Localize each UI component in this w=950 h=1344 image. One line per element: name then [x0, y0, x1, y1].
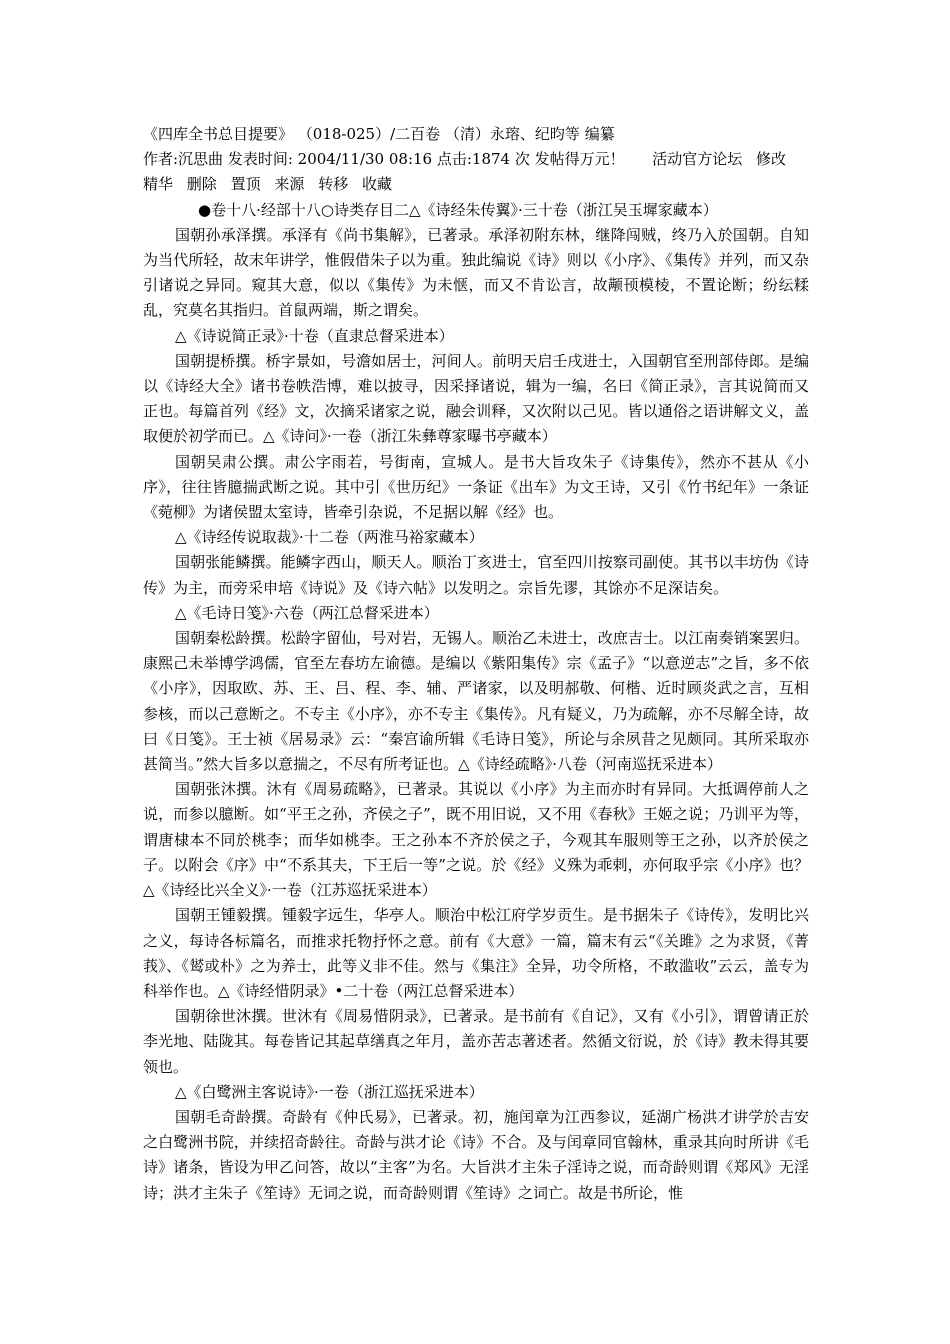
document-page [143, 122, 809, 1206]
entry-paragraph: 国朝吴肃公撰。肃公字雨若，号街南，宣城人。是书大旨攻朱子《诗集传》，然亦不甚从《小序》，往往皆臆揣武断之说。其中引《世历纪》一条证《出车》为文王诗，又引《竹书纪年》一条证《菀柳》为诸侯盟太室诗，皆牵引杂说，不足据以解《经》也。 [143, 452, 809, 522]
post-toolbar [143, 172, 809, 197]
edit-link[interactable]: 修改 [756, 150, 787, 169]
entry-paragraph: 国朝提桥撰。桥字景如，号澹如居士，河间人。前明天启壬戌进士，入国朝官至刑部侍郎。是编以《诗经大全》诸书卷帙浩博，难以披寻，因采择诸说，辑为一编，名曰《简正录》，言其说简而又正也。每篇首列《经》文，次摘采诸家之说，融会训释，又次附以己见。皆以通俗之语讲解文义，盖取便於初学而已。△《诗问》·一卷（浙江朱彝尊家曝书亭藏本） [143, 351, 809, 446]
entry-paragraph: 国朝张沐撰。沐有《周易疏略》，已著录。其说以《小序》为主而亦时有异同。大抵调停前人之说，而参以臆断。如“平王之孙，齐侯之子”，既不用旧说，又不用《春秋》王姬之说；乃训平为等，谓唐棣本不同於桃李；而华如桃李。王之孙本不齐於侯之子，今观其车服则等王之孙，以齐於侯之子。以附会《序》中“不系其夫，下王后一等”之说。於《经》义殊为乖剌，亦何取乎宗《小序》也？△《诗经比兴全义》·一卷（江苏巡抚采进本） [143, 780, 809, 900]
document-title: 《四库全书总目提要》 （018-025）/二百卷 （清）永瑢、纪昀等 编纂 [143, 125, 615, 143]
entry-heading: △《诗经传说取裁》·十二卷（两淮马裕家藏本） [175, 528, 484, 547]
toolbar-featured-link[interactable]: 精华 [143, 175, 174, 194]
toolbar-delete-link[interactable]: 删除 [186, 175, 217, 194]
entry-heading: △《白鹭洲主客说诗》·一卷（浙江巡抚采进本） [175, 1082, 484, 1101]
official-forum-link[interactable]: 活动官方论坛 [652, 150, 743, 169]
toolbar-move-link[interactable]: 转移 [318, 175, 349, 194]
toolbar-pin-link[interactable]: 置顶 [230, 175, 261, 194]
toolbar-favorite-link[interactable]: 收藏 [361, 175, 392, 194]
toolbar-source-link[interactable]: 来源 [274, 175, 305, 194]
volume-heading: ●卷十八·经部十八○诗类存目二△《诗经朱传翼》·三十卷（浙江吴玉墀家藏本） [198, 200, 718, 219]
entry-paragraph: 国朝孙承泽撰。承泽有《尚书集解》，已著录。承泽初附东林，继降闯贼，终乃入於国朝。自知为当代所轻，故末年讲学，惟假借朱子以为重。独此编说《诗》则以《小序》、《集传》并列，而又杂引诸说之异同。窥其大意，似以《集传》为未惬，而又不肯讼言，故颟顸模棱，不置论断；纷纭糅乱，究莫名其指归。首鼠两端，斯之谓矣。 [143, 225, 809, 320]
entry-paragraph: 国朝王锺毅撰。锺毅字远生，华亭人。顺治中松江府学岁贡生。是书据朱子《诗传》，发明比兴之义，每诗各标篇名，而推求托物抒怀之意。前有《大意》一篇，篇末有云“《关雎》之为求贤，《菁莪》、《𬸚或朴》之为养士，此等义非不佳。然与《集注》全异，功令所格，不敢滥收”云云，盖专为科举作也。△《诗经惜阴录》•二十卷（两江总督采进本） [143, 906, 809, 1000]
post-meta [143, 147, 809, 172]
entry-paragraph: 国朝秦松龄撰。松龄字留仙，号对岩，无锡人。顺治乙未进士，改庶吉士。以江南奏销案罢归。康熙己未举博学鸿儒，官至左春坊左谕德。是编以《紫阳集传》宗《孟子》“以意逆志”之旨，多不依《小序》，因取欧、苏、王、吕、程、李、辅、严诸家，以及明郝敬、何楷、近时顾炎武之言，互相参核，而以己意断之。不专主《小序》，亦不专主《集传》。凡有疑义，乃为疏解，亦不尽解全诗，故曰《日笺》。王士祯《居易录》云：“秦宫谕所辑《毛诗日笺》，所论与余夙昔之见颇同。其所采取亦甚简当。”然大旨多以意揣之，不尽有所考证也。△《诗经疏略》·八卷（河南巡抚采进本） [143, 629, 809, 774]
entry-paragraph: 国朝毛奇龄撰。奇龄有《仲氏易》，已著录。初，施闰章为江西参议，延湖广杨洪才讲学於吉安之白鹭洲书院，并续招奇龄往。奇龄与洪才论《诗》不合。及与闰章同官翰林，重录其向时所讲《毛诗》诸条，皆设为甲乙问答，故以“主客”为名。大旨洪才主朱子淫诗之说，而奇龄则谓《郑风》无淫诗；洪才主朱子《笙诗》无词之说，而奇龄则谓《笙诗》之词亡。故是书所论，惟 [143, 1107, 809, 1202]
entry-paragraph: 国朝徐世沐撰。世沐有《周易惜阴录》，已著录。是书前有《自记》，又有《小引》，谓曾请正於李光地、陆陇其。每卷皆记其起草缮真之年月，盖亦苦志著述者。然循文衍说，於《诗》教未得其要领也。 [143, 1007, 809, 1076]
entry-heading: △《毛诗日笺》·六卷（两江总督采进本） [175, 603, 439, 622]
entry-heading: △《诗说简正录》·十卷（直隶总督采进本） [175, 326, 454, 345]
post-meta-info: 作者:沉思曲 发表时间: 2004/11/30 08:16 点击:1874 次 发帖得万元！ [143, 150, 625, 169]
entry-paragraph: 国朝张能鳞撰。能鳞字西山，顺天人。顺治丁亥进士，官至四川按察司副使。其书以丰坊伪《诗传》为主，而旁采申培《诗说》及《诗六帖》以发明之。宗旨先谬，其馀亦不足深诘矣。 [143, 553, 809, 597]
